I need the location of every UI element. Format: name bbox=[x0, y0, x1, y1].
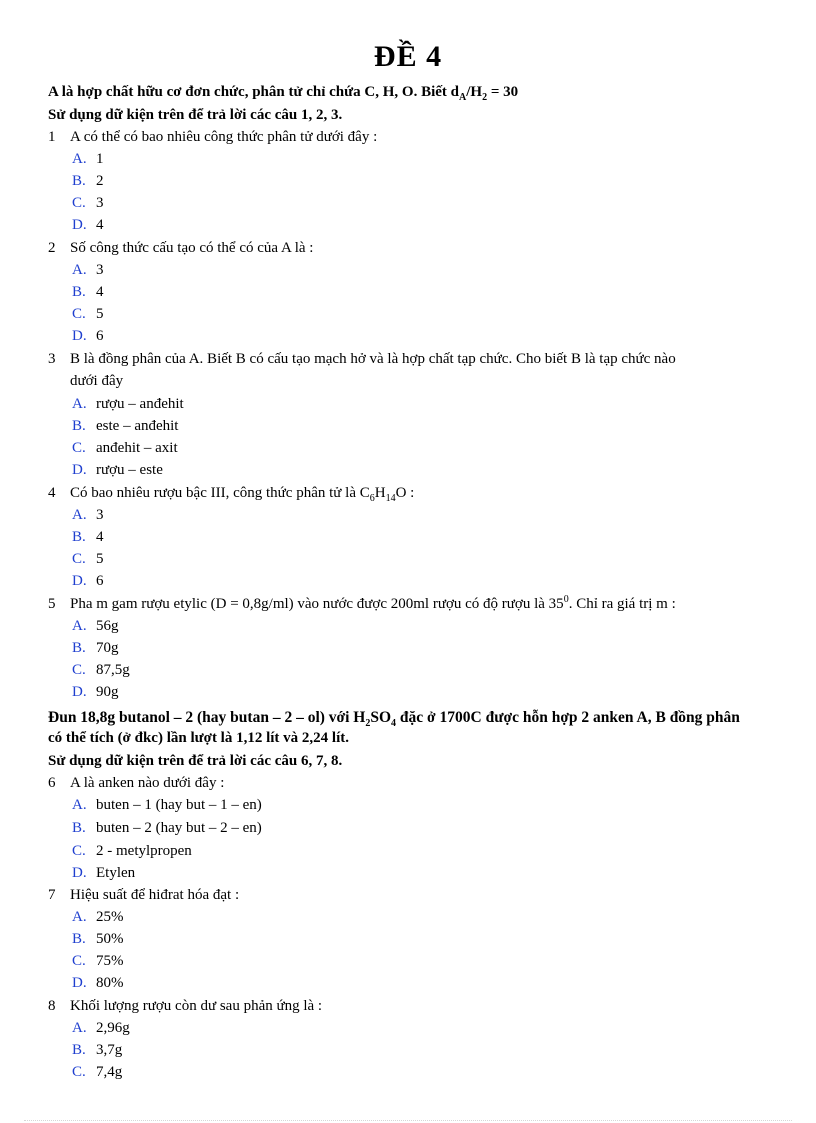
option-a[interactable]: A. 2,96g bbox=[72, 1020, 130, 1036]
option-b[interactable]: B. 3,7g bbox=[72, 1042, 123, 1058]
option-d[interactable]: D. 6 bbox=[72, 328, 104, 344]
question-4: 4 Có bao nhiêu rượu bậc III, công thức phân tử là $C_6H_{14}O$ : bbox=[48, 485, 415, 504]
question-7: 7 Hiệu suất để hiđrat hóa đạt : bbox=[48, 887, 240, 903]
option-d[interactable]: D. 90g bbox=[72, 684, 119, 700]
question-6: 6 A là anken nào dưới đây : bbox=[48, 775, 225, 791]
option-b[interactable]: B. 4 bbox=[72, 529, 104, 545]
option-b[interactable]: B. 70g bbox=[72, 640, 119, 656]
option-b[interactable]: B. este – anđehit bbox=[72, 418, 179, 434]
option-a[interactable]: A. 56g bbox=[72, 618, 119, 634]
option-c[interactable]: C. 7,4g bbox=[72, 1064, 123, 1080]
option-c[interactable]: C. 87,5g bbox=[72, 662, 130, 678]
option-b[interactable]: B. 4 bbox=[72, 284, 104, 300]
option-b[interactable]: B. 2 bbox=[72, 173, 104, 189]
option-d[interactable]: D. rượu – este bbox=[72, 462, 163, 478]
intro-statement-2-continued: có thể tích (ở đkc) lần lượt là 1,12 lít và 2,24 lít. bbox=[48, 730, 350, 746]
question-5: 5 Pha m gam rượu etylic (D = 0,8g/ml) vào nước được 200ml rượu có độ rượu là $35^0$. Chỉ ra giá trị m : bbox=[48, 594, 676, 612]
option-c[interactable]: C. 3 bbox=[72, 195, 104, 211]
intro-statement-2: Đun 18,8g butanol – 2 (hay butan – 2 – ol) với $H_2SO_4$ đặc ở 1700C được hỗn hợp 2 anken A, B đồng phân bbox=[48, 709, 740, 730]
option-b[interactable]: B. 50% bbox=[72, 931, 124, 947]
option-c[interactable]: C. 5 bbox=[72, 306, 104, 322]
page-divider bbox=[24, 1120, 792, 1121]
option-d[interactable]: D. 6 bbox=[72, 573, 104, 589]
option-c[interactable]: C. anđehit – axit bbox=[72, 440, 178, 456]
option-c[interactable]: C. 75% bbox=[72, 953, 124, 969]
question-1: 1 A có thể có bao nhiêu công thức phân tử dưới đây : bbox=[48, 129, 378, 145]
page-title: ĐỀ 4 bbox=[373, 40, 443, 73]
option-a[interactable]: A. 3 bbox=[72, 507, 104, 523]
intro-instruction-2: Sử dụng dữ kiện trên để trả lời các câu 6, 7, 8. bbox=[48, 753, 343, 769]
option-a[interactable]: A. 25% bbox=[72, 909, 124, 925]
option-c[interactable]: C. 2 - metylpropen bbox=[72, 843, 192, 859]
question-3: 3 B là đồng phân của A. Biết B có cấu tạo mạch hở và là hợp chất tạp chức. Cho biết B là tạp chức nào bbox=[48, 351, 676, 367]
question-2: 2 Số công thức cấu tạo có thể có của A là : bbox=[48, 240, 314, 256]
option-c[interactable]: C. 5 bbox=[72, 551, 104, 567]
option-a[interactable]: A. 1 bbox=[72, 151, 104, 167]
intro-statement-1: A là hợp chất hữu cơ đơn chức, phân tử chỉ chứa C, H, O. Biết $d_A/H_2 = 30$ bbox=[48, 84, 519, 103]
option-a[interactable]: A. buten – 1 (hay but – 1 – en) bbox=[72, 797, 262, 813]
option-a[interactable]: A. 3 bbox=[72, 262, 104, 278]
option-b[interactable]: B. buten – 2 (hay but – 2 – en) bbox=[72, 820, 262, 836]
question-3-continued: dưới đây bbox=[70, 373, 124, 389]
option-d[interactable]: D. 80% bbox=[72, 975, 124, 991]
option-d[interactable]: D. Etylen bbox=[72, 865, 136, 881]
option-a[interactable]: A. rượu – anđehit bbox=[72, 396, 184, 412]
question-8: 8 Khối lượng rượu còn dư sau phản ứng là : bbox=[48, 998, 323, 1014]
intro-instruction-1: Sử dụng dữ kiện trên để trả lời các câu 1, 2, 3. bbox=[48, 107, 343, 123]
option-d[interactable]: D. 4 bbox=[72, 217, 104, 233]
